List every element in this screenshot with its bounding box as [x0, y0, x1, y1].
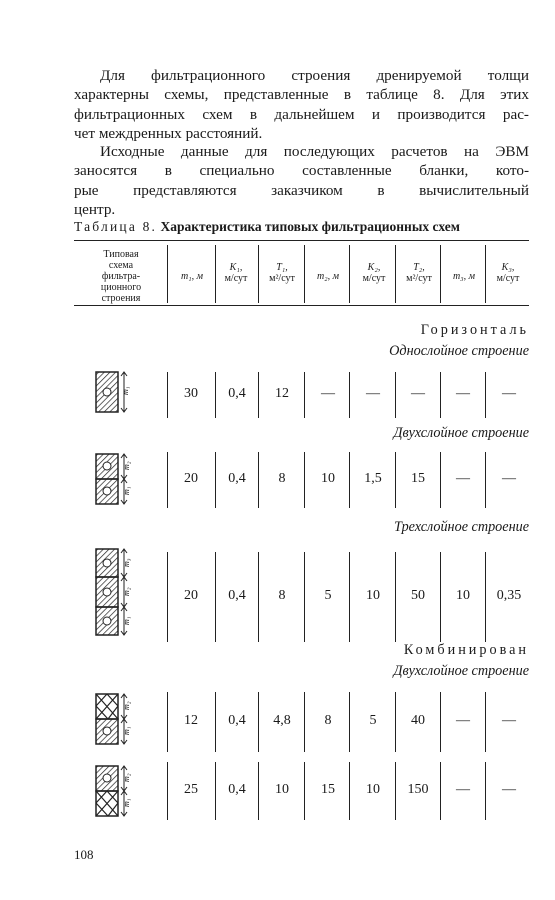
cell-k1: 0,4: [228, 386, 246, 401]
section-two-layer: Двухслойное строение: [393, 425, 529, 441]
cell-m2: 8: [324, 713, 332, 728]
column-divider: [167, 552, 168, 642]
cell-k1: 0,4: [228, 782, 246, 797]
schema-label: m₂: [122, 461, 131, 470]
header-divider: [215, 245, 216, 303]
schema-label: m₁: [121, 386, 130, 395]
header-line: m₂, м: [316, 271, 340, 282]
header-line: фильтра-: [101, 271, 141, 282]
table-caption: [74, 219, 460, 235]
header-k2: [352, 262, 396, 284]
svg-text:m₃: [122, 558, 131, 567]
section-single-layer: Однослойное строение: [389, 343, 529, 359]
header-divider: [440, 245, 441, 303]
table-title: Характеристика типовых фильтрационных схем: [160, 219, 460, 234]
paragraph-line: характерны схемы, представленные в таблице 8. Для этих: [74, 86, 529, 104]
table-header-rule: [74, 305, 529, 306]
column-divider: [304, 762, 305, 820]
cell-m1: 30: [184, 386, 198, 401]
cell-m1: 25: [184, 782, 198, 797]
header-line: K₂,: [367, 262, 381, 273]
schema-label: m₁: [122, 726, 131, 735]
cell-m2: —: [321, 386, 335, 401]
paragraph-2: [74, 142, 529, 219]
header-divider: [485, 245, 486, 303]
schema-two-layer: [90, 450, 138, 510]
header-m2: [306, 271, 350, 282]
cell-t2: 40: [411, 713, 425, 728]
schema-single-layer: [90, 369, 138, 417]
schema-combined-1: [90, 690, 138, 750]
header-t1: [259, 262, 305, 284]
svg-text:m₁: [122, 616, 131, 625]
header-line: ционного: [100, 282, 142, 293]
header-m3: [441, 271, 487, 282]
column-divider: [485, 692, 486, 752]
column-divider: [304, 452, 305, 508]
cell-k3: —: [502, 386, 516, 401]
paragraph-line: рые представляются заказчиком в вычислительный: [74, 181, 529, 199]
column-divider: [167, 452, 168, 508]
header-divider: [304, 245, 305, 303]
cell-t1: 10: [275, 782, 289, 797]
paragraph-line: центр.: [74, 200, 116, 218]
cell-k2: 10: [366, 782, 380, 797]
header-divider: [258, 245, 259, 303]
paragraph-line: Для фильтрационного строения дренируемой толщи: [100, 67, 529, 84]
section-combined: Комбинирован: [403, 642, 529, 658]
page-number: 108: [74, 847, 94, 862]
svg-text:m₁: [121, 386, 130, 395]
cell-k2: —: [366, 386, 380, 401]
column-divider: [485, 552, 486, 642]
cell-t1: 8: [278, 588, 286, 603]
header-t2: [396, 262, 442, 284]
section-horizontal: Горизонталь: [420, 322, 529, 338]
header-divider: [395, 245, 396, 303]
column-divider: [167, 762, 168, 820]
header-line: м/сут: [362, 273, 386, 284]
header-line: схема: [108, 260, 134, 271]
column-divider: [485, 452, 486, 508]
cell-m1: 20: [184, 588, 198, 603]
header-line: строения: [101, 293, 141, 304]
cell-m2: 5: [324, 588, 332, 603]
paragraph-1: [74, 66, 529, 143]
header-line: м²/сут: [406, 273, 432, 284]
cell-t1: 8: [278, 471, 286, 486]
paragraph-line: заносятся в специально составленные бланки, кото-: [74, 162, 529, 180]
schema-label: m₁: [122, 798, 131, 807]
cell-t2: 150: [407, 782, 429, 797]
cell-k3: —: [502, 713, 516, 728]
header-line: T₁,: [276, 262, 288, 273]
cell-k1: 0,4: [228, 713, 246, 728]
cell-m2: 15: [321, 782, 335, 797]
cell-m1: 20: [184, 471, 198, 486]
svg-text:m₂: [122, 773, 131, 782]
table-number: Таблица 8.: [74, 219, 158, 234]
column-divider: [485, 372, 486, 418]
paragraph-line: Исходные данные для последующих расчетов на ЭВМ: [100, 143, 529, 160]
header-line: K₃,: [501, 262, 515, 273]
header-line: m₃, м: [452, 271, 476, 282]
cell-k3: 0,35: [496, 588, 522, 603]
header-line: м²/сут: [269, 273, 295, 284]
header-k1: [216, 262, 256, 284]
column-divider: [485, 762, 486, 820]
svg-text:m₂: [122, 587, 131, 596]
header-k3: [486, 262, 530, 284]
table-top-rule: [74, 240, 529, 241]
cell-k3: —: [502, 782, 516, 797]
schema-label: m₁: [122, 616, 131, 625]
paragraph-line: чет междренных расстояний.: [74, 124, 263, 142]
header-divider: [349, 245, 350, 303]
header-line: T₂,: [413, 262, 425, 273]
header-line: м/сут: [224, 273, 248, 284]
header-line: Типовая: [103, 249, 139, 260]
schema-three-layer: [90, 545, 138, 641]
cell-k2: 10: [366, 588, 380, 603]
cell-k1: 0,4: [228, 588, 246, 603]
paragraph-line: фильтрационных схем в дальнейшем и производится рас-: [74, 105, 529, 123]
cell-m3: 10: [456, 588, 470, 603]
header-m1: [172, 271, 212, 282]
header-line: K₁,: [229, 262, 243, 273]
cell-m3: —: [456, 782, 470, 797]
cell-t2: 15: [411, 471, 425, 486]
cell-m2: 10: [321, 471, 335, 486]
column-divider: [304, 692, 305, 752]
section-combined-two-layer: Двухслойное строение: [393, 663, 529, 679]
cell-t1: 12: [275, 386, 289, 401]
schema-label: m₂: [122, 587, 131, 596]
header-schema: [78, 249, 164, 304]
cell-k1: 0,4: [228, 471, 246, 486]
schema-label: m₂: [122, 701, 131, 710]
cell-m3: —: [456, 471, 470, 486]
cell-t1: 4,8: [273, 713, 291, 728]
schema-label: m₁: [122, 486, 131, 495]
cell-k2: 5: [369, 713, 377, 728]
schema-combined-2: [90, 762, 138, 822]
cell-t2: —: [411, 386, 425, 401]
column-divider: [167, 692, 168, 752]
column-divider: [304, 552, 305, 642]
column-divider: [304, 372, 305, 418]
svg-text:m₁: [122, 726, 131, 735]
cell-m3: —: [456, 713, 470, 728]
header-divider: [167, 245, 168, 303]
cell-m3: —: [456, 386, 470, 401]
svg-text:m₁: [122, 798, 131, 807]
cell-m1: 12: [184, 713, 198, 728]
schema-label: m₂: [122, 773, 131, 782]
svg-text:m₂: [122, 701, 131, 710]
svg-text:m₁: [122, 486, 131, 495]
schema-label: m₃: [122, 558, 131, 567]
header-line: м/сут: [496, 273, 520, 284]
svg-text:m₂: [122, 461, 131, 470]
cell-k3: —: [502, 471, 516, 486]
column-divider: [167, 372, 168, 418]
header-line: m₁, м: [180, 271, 204, 282]
cell-k2: 1,5: [364, 471, 382, 486]
section-three-layer: Трехслойное строение: [394, 519, 529, 535]
cell-t2: 50: [411, 588, 425, 603]
